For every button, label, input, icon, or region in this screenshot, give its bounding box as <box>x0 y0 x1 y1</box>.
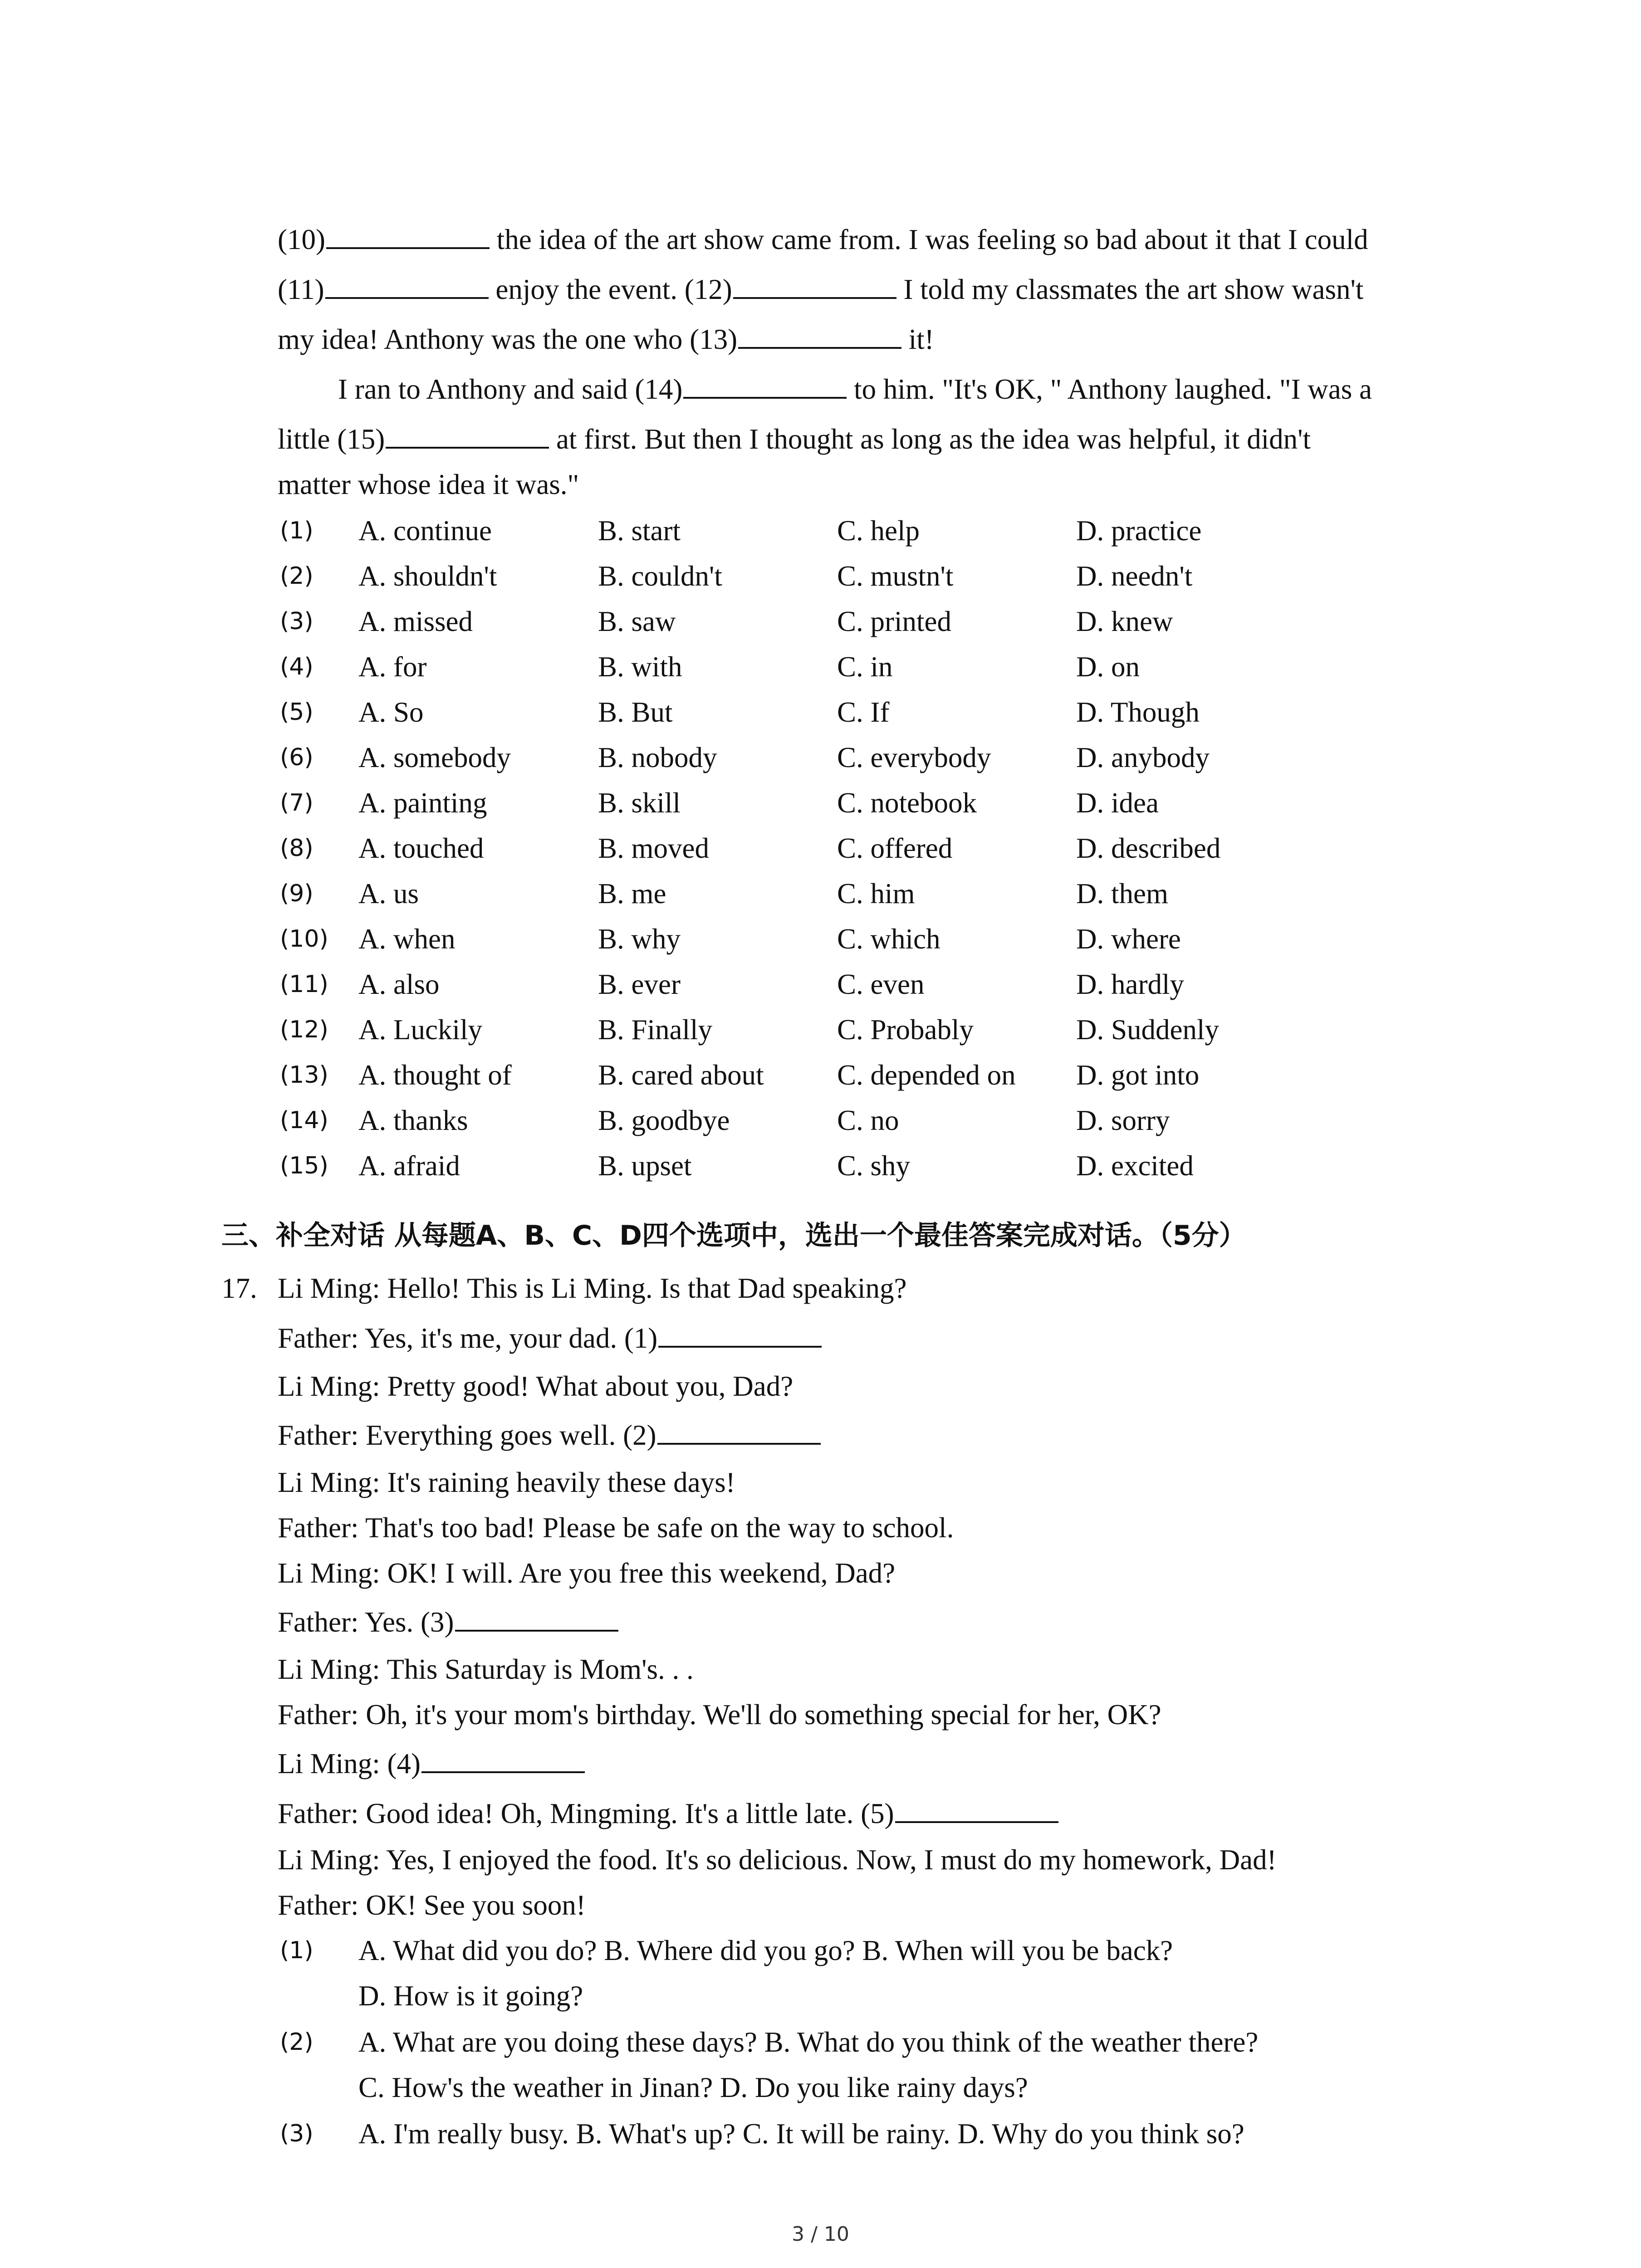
passage-line-4 <box>338 371 1372 407</box>
option-line-2a[interactable]: A. What are you doing these days? B. What do you think of the weather there? <box>358 2026 1259 2058</box>
dialogue-text: Father: Good idea! Oh, Mingming. It's a little late. (5) <box>278 1798 894 1829</box>
option-c[interactable]: C. printed <box>837 606 951 637</box>
option-row-4 <box>0 649 1641 685</box>
option-number: (2) <box>280 2028 314 2056</box>
option-d[interactable]: D. sorry <box>1076 1105 1170 1136</box>
option-row-3 <box>0 603 1641 640</box>
dialogue-line-14: Father: OK! See you soon! <box>278 1889 586 1921</box>
option-d[interactable]: D. idea <box>1076 787 1159 819</box>
option-d[interactable]: D. anybody <box>1076 742 1210 773</box>
option-row-10 <box>0 921 1641 957</box>
option-c[interactable]: C. even <box>837 968 925 1000</box>
option-b[interactable]: B. skill <box>598 787 681 819</box>
option-c[interactable]: C. in <box>837 651 893 683</box>
option-c[interactable]: C. help <box>837 515 920 547</box>
option-d[interactable]: D. Suddenly <box>1076 1014 1219 1046</box>
option-c[interactable]: C. offered <box>837 832 953 864</box>
option-line-1a[interactable]: A. What did you do? B. Where did you go? B. When will you be back? <box>358 1935 1173 1966</box>
option-number: (12) <box>280 1016 328 1043</box>
option-number: (11) <box>280 971 328 998</box>
page-indicator: 3 / 10 <box>792 2223 849 2246</box>
option-c[interactable]: C. him <box>837 878 915 909</box>
option-d[interactable]: D. described <box>1076 832 1221 864</box>
option-a[interactable]: A. for <box>358 651 427 683</box>
option-number: (1) <box>280 1937 314 1964</box>
dialogue-blank-3[interactable] <box>455 1604 618 1632</box>
option-a[interactable]: A. thanks <box>358 1105 468 1136</box>
option-b[interactable]: B. cared about <box>598 1059 764 1091</box>
dialogue-blank-2[interactable] <box>657 1418 821 1445</box>
passage-text: my idea! Anthony was the one who (13) <box>278 323 738 355</box>
dialogue-line-2 <box>278 1320 822 1356</box>
dialogue-line-3: Li Ming: Pretty good! What about you, Dad? <box>278 1370 794 1402</box>
answer-blank-15[interactable] <box>386 421 549 449</box>
option-row-1 <box>0 513 1641 549</box>
option-row-8 <box>0 830 1641 866</box>
option-d[interactable]: D. excited <box>1076 1150 1194 1182</box>
option-b[interactable]: B. couldn't <box>598 560 722 592</box>
option-d[interactable]: D. Though <box>1076 696 1200 728</box>
passage-text: to him. "It's OK, " Anthony laughed. "I was a <box>847 373 1372 405</box>
option-b[interactable]: B. nobody <box>598 742 717 773</box>
option-b[interactable]: B. why <box>598 923 681 955</box>
passage-line-3 <box>278 321 934 357</box>
blank-label-10: (10) <box>278 224 325 255</box>
option-number: (14) <box>280 1107 328 1134</box>
option-number: (4) <box>280 653 314 680</box>
dialogue-line-5: Li Ming: It's raining heavily these days! <box>278 1466 735 1498</box>
answer-blank-11[interactable] <box>325 272 489 299</box>
option-c[interactable]: C. which <box>837 923 941 955</box>
passage-text: I ran to Anthony and said (14) <box>338 373 683 405</box>
option-c[interactable]: C. mustn't <box>837 560 954 592</box>
dialogue-line-8 <box>278 1604 618 1640</box>
option-row-12 <box>0 1012 1641 1048</box>
option-a[interactable]: A. thought of <box>358 1059 512 1091</box>
answer-blank-13[interactable] <box>738 322 901 349</box>
option-d[interactable]: D. practice <box>1076 515 1202 547</box>
option-d[interactable]: D. where <box>1076 923 1181 955</box>
option-a[interactable]: A. missed <box>358 606 473 637</box>
passage-line-2 <box>278 271 1363 308</box>
answer-blank-12[interactable] <box>733 272 896 299</box>
option-b[interactable]: B. ever <box>598 968 681 1000</box>
dialogue-line-13: Li Ming: Yes, I enjoyed the food. It's so delicious. Now, I must do my homework, Dad! <box>278 1844 1277 1876</box>
option-b[interactable]: B. upset <box>598 1150 692 1182</box>
option-b[interactable]: B. moved <box>598 832 709 864</box>
option-number: (13) <box>280 1061 328 1089</box>
option-a[interactable]: A. afraid <box>358 1150 460 1182</box>
option-b[interactable]: B. But <box>598 696 673 728</box>
option-d[interactable]: D. hardly <box>1076 968 1184 1000</box>
dialogue-line-7: Li Ming: OK! I will. Are you free this weekend, Dad? <box>278 1557 896 1589</box>
passage-text: it! <box>901 323 934 355</box>
dialogue-line-9: Li Ming: This Saturday is Mom's. . . <box>278 1653 694 1685</box>
option-c[interactable]: C. If <box>837 696 890 728</box>
dialogue-line-10: Father: Oh, it's your mom's birthday. We'll do something special for her, OK? <box>278 1699 1161 1730</box>
dialogue-line-11 <box>278 1745 585 1782</box>
passage-text: I told my classmates the art show wasn't <box>896 274 1364 305</box>
option-c[interactable]: C. everybody <box>837 742 991 773</box>
dialogue-text: Father: Yes, it's me, your dad. (1) <box>278 1322 658 1354</box>
passage-line-6: matter whose idea it was." <box>278 469 579 500</box>
option-d[interactable]: D. needn't <box>1076 560 1193 592</box>
option-row-2 <box>0 558 1641 594</box>
passage-line-5 <box>278 421 1311 457</box>
option-a[interactable]: A. shouldn't <box>358 560 497 592</box>
option-c[interactable]: C. shy <box>837 1150 911 1182</box>
option-a[interactable]: A. also <box>358 968 440 1000</box>
passage-text: enjoy the event. (12) <box>488 274 732 305</box>
option-row-15 <box>0 1148 1641 1184</box>
option-row-6 <box>0 739 1641 776</box>
option-row-7 <box>0 785 1641 821</box>
blank-label-11: (11) <box>278 274 324 305</box>
option-row-14 <box>0 1102 1641 1139</box>
option-b[interactable]: B. with <box>598 651 682 683</box>
passage-text: little (15) <box>278 423 385 455</box>
dialogue-text: Father: Yes. (3) <box>278 1606 454 1638</box>
option-row-11 <box>0 966 1641 1002</box>
option-number: (5) <box>280 699 314 726</box>
option-d[interactable]: D. got into <box>1076 1059 1200 1091</box>
option-a[interactable]: A. somebody <box>358 742 511 773</box>
passage-text: at first. But then I thought as long as the idea was helpful, it didn't <box>549 423 1311 455</box>
option-row-13 <box>0 1057 1641 1093</box>
option-a[interactable]: A. painting <box>358 787 487 819</box>
answer-blank-14[interactable] <box>683 371 847 399</box>
option-number: (3) <box>280 608 314 635</box>
option-row-9 <box>0 875 1641 912</box>
option-d[interactable]: D. on <box>1076 651 1140 683</box>
dialogue-blank-4[interactable] <box>421 1746 585 1773</box>
passage-text: the idea of the art show came from. I was feeling so bad about it that I could <box>489 224 1368 255</box>
option-d[interactable]: D. them <box>1076 878 1168 909</box>
option-c[interactable]: C. no <box>837 1105 899 1136</box>
option-number: (1) <box>280 517 314 544</box>
option-b[interactable]: B. start <box>598 515 681 547</box>
option-c[interactable]: C. notebook <box>837 787 977 819</box>
dialogue-line-1: Li Ming: Hello! This is Li Ming. Is that Dad speaking? <box>278 1272 907 1304</box>
option-c[interactable]: C. Probably <box>837 1014 974 1046</box>
dialogue-line-12 <box>278 1795 1058 1832</box>
option-a[interactable]: A. So <box>358 696 424 728</box>
option-a[interactable]: A. Luckily <box>358 1014 482 1046</box>
dialogue-text: Li Ming: (4) <box>278 1748 421 1779</box>
option-d[interactable]: D. knew <box>1076 606 1173 637</box>
option-number: (10) <box>280 925 328 953</box>
option-line-1b[interactable]: D. How is it going? <box>358 1980 583 2012</box>
option-b[interactable]: B. saw <box>598 606 676 637</box>
dialogue-blank-5[interactable] <box>895 1796 1058 1823</box>
dialogue-text: Father: Everything goes well. (2) <box>278 1419 656 1451</box>
option-row-5 <box>0 694 1641 730</box>
option-a[interactable]: A. when <box>358 923 456 955</box>
question-number: 17. <box>221 1272 257 1304</box>
option-line-2b[interactable]: C. How's the weather in Jinan? D. Do you like rainy days? <box>358 2072 1028 2103</box>
passage-line-1 <box>278 221 1368 258</box>
option-number: (9) <box>280 880 314 907</box>
option-number: (2) <box>280 562 314 590</box>
option-a[interactable]: A. touched <box>358 832 484 864</box>
dialogue-line-4 <box>278 1417 821 1453</box>
dialogue-line-6: Father: That's too bad! Please be safe on the way to school. <box>278 1512 954 1544</box>
option-b[interactable]: B. Finally <box>598 1014 713 1046</box>
section-heading: 三、补全对话 从每题A、B、C、D四个选项中，选出一个最佳答案完成对话。（5分） <box>221 1220 1246 1251</box>
option-number: (3) <box>280 2120 314 2147</box>
option-number: (15) <box>280 1152 328 1179</box>
option-number: (6) <box>280 744 314 771</box>
option-line-3a[interactable]: A. I'm really busy. B. What's up? C. It will be rainy. D. Why do you think so? <box>358 2118 1244 2150</box>
option-c[interactable]: C. depended on <box>837 1059 1016 1091</box>
answer-blank-10[interactable] <box>326 222 490 249</box>
dialogue-blank-1[interactable] <box>658 1320 822 1348</box>
option-number: (8) <box>280 835 314 862</box>
option-a[interactable]: A. us <box>358 878 419 909</box>
option-b[interactable]: B. me <box>598 878 666 909</box>
option-number: (7) <box>280 789 314 816</box>
option-b[interactable]: B. goodbye <box>598 1105 730 1136</box>
option-a[interactable]: A. continue <box>358 515 492 547</box>
